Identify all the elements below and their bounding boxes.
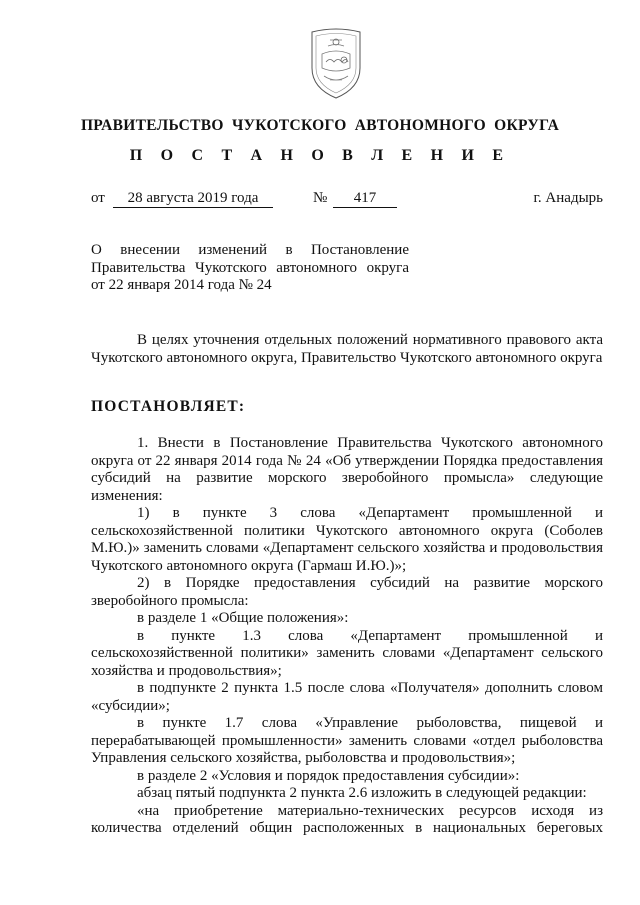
number-label: № [313,190,328,206]
government-title: ПРАВИТЕЛЬСТВО ЧУКОТСКОГО АВТОНОМНОГО ОКРУГА [80,117,560,134]
paragraph-9: абзац пятый подпункта 2 пункта 2.6 изложить в следующей редакции: [137,785,587,801]
resolution-body [91,435,603,838]
paragraph-4: в разделе 1 «Общие положения»: [137,610,349,626]
document-meta-line [91,190,603,210]
preamble-text: В целях уточнения отдельных положений нормативного правового акта Чукотского автономного округа, Правительство Чукотского автономного округа [91,332,603,366]
document-type-title: П О С Т А Н О В Л Е Н И Е [129,147,511,164]
paragraph-8: в разделе 2 «Условия и порядок предоставления субсидии»: [137,767,520,784]
paragraph-6: в подпункте 2 пункта 1.5 после слова «Получателя» дополнить словом «субсидии»; [91,680,603,714]
from-label: от [91,190,105,206]
paragraph-3: 2) в Порядке предоставления субсидий на развитие морского зверобойного промысла: [91,575,603,609]
paragraph-10: «на приобретение материально-технических ресурсов исходя из количества отделений общин расположенных в национальных береговых [91,802,603,836]
document-place: г. Анадырь [533,190,603,206]
preamble [91,332,603,367]
resolves-heading: ПОСТАНОВЛЯЕТ: [91,398,246,415]
paragraph-7: в пункте 1.7 слова «Управление рыболовства, пищевой и перерабатывающей промышленности» заменить словами «отдел рыболовства Управления сельского хозяйства, рыболовства и продовольствия»; [91,715,603,766]
coat-of-arms-emblem [304,24,368,102]
paragraph-1: 1. Внести в Постановление Правительства Чукотского автономного округа от 22 января 2014 года № 24 «Об утверждении Порядка предоставления субсидий на развитие морского зверобойного промысла» следующие изменения: [91,435,603,504]
paragraph-2: 1) в пункте 3 слова «Департамент промышленной и сельскохозяйственной политики Чукотского автономного округа (Соболев М.Ю.)» заменить словами «Департамент сельского хозяйства и продовольствия Чукотского автономного округа (Гармаш И.Ю.)»; [91,505,603,574]
paragraph-5: в пункте 1.3 слова «Департамент промышленной и сельскохозяйственной политики» заменить словами «Департамент сельского хозяйства и продовольствия»; [91,627,603,679]
document-number: 417 [333,190,397,208]
document-subject: О внесении изменений в Постановление Правительства Чукотского автономного округа от 22 января 2014 года № 24 [91,242,409,293]
document-date: 28 августа 2019 года [113,190,273,208]
